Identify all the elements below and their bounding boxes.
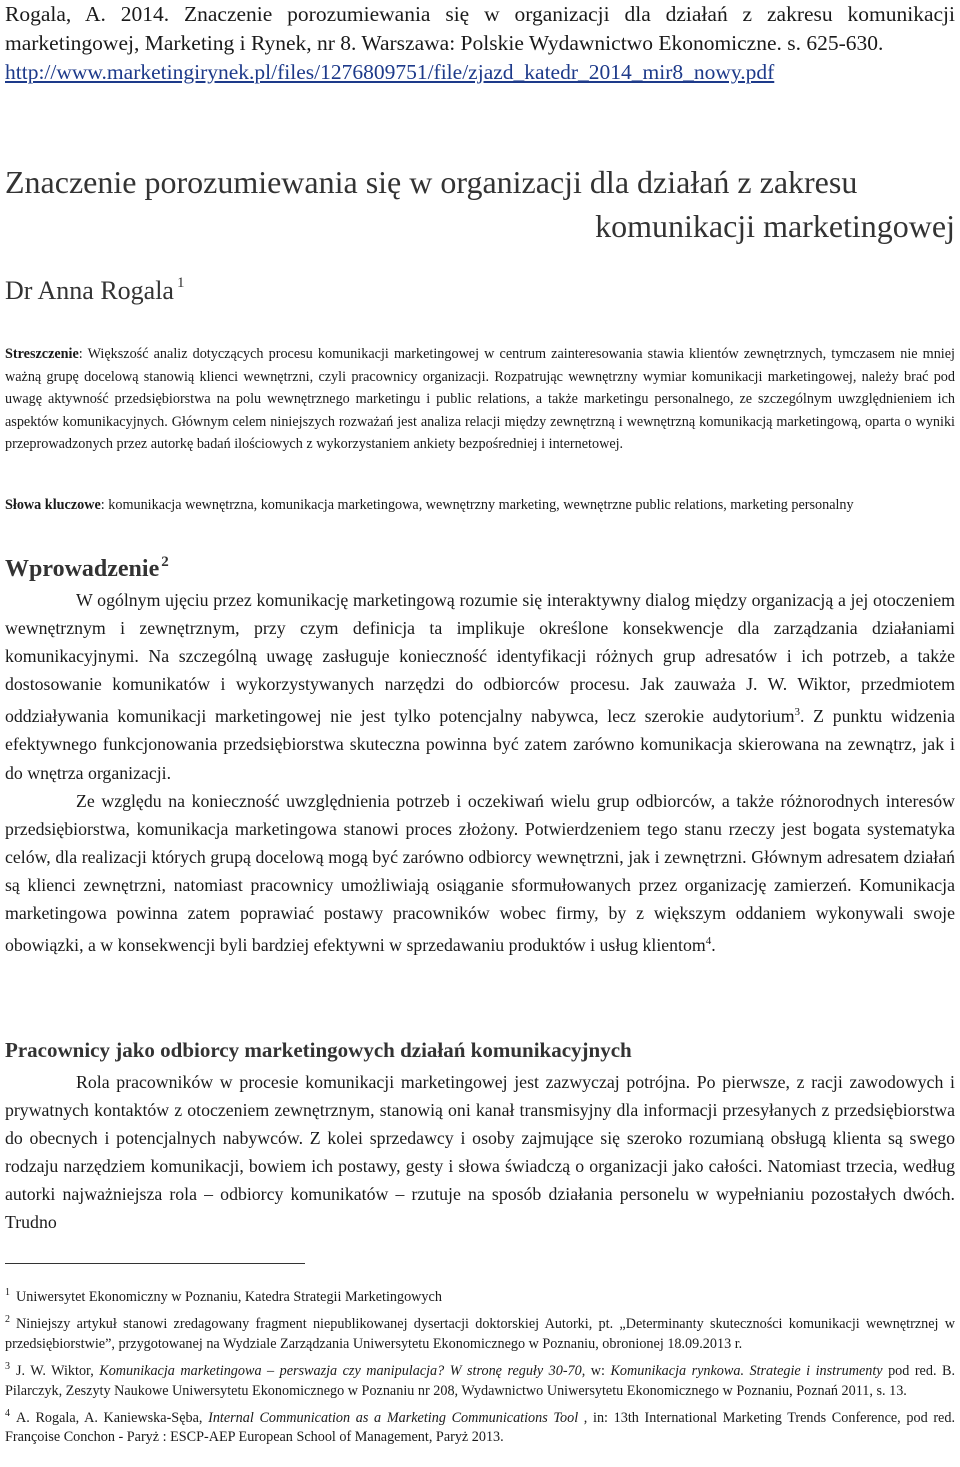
footnote-title: Internal Communication as a Marketing Communications Tool	[208, 1410, 579, 1427]
section-heading-employees: Pracownicy jako odbiorcy marketingowych działań komunikacyjnych	[5, 1038, 632, 1062]
source-url-link[interactable]: http://www.marketingirynek.pl/files/1276809751/file/zjazd_katedr_2014_mir8_nowy.pdf	[5, 60, 775, 84]
footnote-separator	[5, 1263, 305, 1264]
author-footnote-ref[interactable]: 1	[176, 275, 185, 291]
footnote-number: 1	[5, 1287, 10, 1298]
keywords	[5, 494, 955, 517]
footnote-2	[5, 1310, 955, 1354]
footnote-number: 2	[5, 1314, 10, 1326]
footnote-title: Komunikacja marketingowa – perswazja czy manipulacja? W stronę reguły 30-70	[99, 1363, 582, 1380]
abstract-label: Streszczenie	[5, 346, 79, 362]
footnote-text: J. W. Wiktor,	[16, 1363, 100, 1380]
paragraph: Rola pracowników w procesie komunikacji marketingowej jest zazwyczaj potrójna. Po pierwsze, z racji zawodowych i prywatnych kontaktów z otoczeniem zewnętrznym, stanowią oni kanał transmisyjny dla informacji przesyłanych z przedsiębiorstwa do obecnych i potencjalnych nabywców. Z kolei sprzedawcy i osoby zajmujące się szeroko rozumianą obsługą klienta są swego rodzaju narzędziem komunikacji, bowiem ich postawy, gesty i słowa świadczą o organizacji jako całości. Natomiast trzecia, według autorki najważniejsza rola – odbiorcy komunikatów – rzutuje na sposób działania personelu w wypełnianiu pozostałych dwóch. Trudno	[5, 1072, 955, 1233]
paragraph-text: . Z punktu widzenia efektywnego funkcjonowania przedsiębiorstwa skuteczna powinna być zatem zarówno komunikacja skierowana na zewnątrz, jak i do wnętrza organizacji.	[5, 706, 955, 783]
employees-section-body	[5, 1068, 955, 1237]
section-heading-text: Wprowadzenie	[5, 556, 160, 582]
footnotes	[5, 1283, 955, 1451]
title-line-1: Znaczenie porozumiewania się w organizacji dla działań z zakresu	[5, 164, 858, 200]
paragraph	[5, 787, 955, 960]
footnote-book-title: Komunikacja rynkowa. Strategie i instrumenty	[610, 1363, 883, 1380]
footnote-text: , w:	[581, 1363, 611, 1380]
author	[5, 275, 184, 306]
abstract-text: : Większość analiz dotyczących procesu komunikacji marketingowej w centrum zainteresowania stawia klientów zewnętrznych, tymczasem nie mniej ważną grupę docelową stanowią klienci wewnętrzni, czyli pracownicy organizacji. Rozpatrując wewnętrzny wymiar komunikacji marketingowej, należy brać pod uwagę aktywność przedsiębiorstwa na polu wewnętrznego marketingu i public relations, a także marketingu personalnego, ze szczególnym uwzględnieniem ich aspektów komunikacyjnych. Głównym celem niniejszych rozważań jest analiza relacji między zewnętrzną i wewnętrzną komunikacją marketingową, oparta o wyniki przeprowadzonych przez autorkę badań ilościowych z wykorzystaniem ankiety bezpośredniej i internetowej.	[5, 346, 955, 453]
introduction-body	[5, 586, 955, 959]
paragraph-text: W ogólnym ujęciu przez komunikację marketingową rozumie się interaktywny dialog między organizacją a jej otoczeniem wewnętrznym i zewnętrznym, przy czym definicja ta implikuje określone konsekwencje dla zarządzania działaniami komunikacyjnymi. Na szczególną uwagę zasługuje konieczność identyfikacji różnych grup adresatów i ich potrzeb, a także dostosowanie komunikatów i wykorzystywanych narzędzi do odbiorców procesu. Jak zauważa J. W. Wiktor, przedmiotem oddziaływania komunikacji marketingowej nie jest tylko potencjalny nabywca, lecz szerokie audytorium	[5, 590, 955, 727]
footnote-number: 4	[5, 1408, 10, 1420]
footnote-3	[5, 1357, 955, 1401]
footnote-number: 3	[5, 1361, 10, 1373]
footnote-ref[interactable]: 3	[794, 706, 801, 719]
citation-text: Rogala, A. 2014. Znaczenie porozumiewania się w organizacji dla działań z zakresu komunikacji marketingowej, Marketing i Rynek, nr 8. Warszawa: Polskie Wydawnictwo Ekonomiczne. s. 625-630.	[5, 2, 955, 55]
footnote-text: Niniejszy artykuł stanowi zredagowany fragment niepublikowanej dysertacji doktorskiej Autorki, pt. „Determinanty skuteczności komunikacji wewnętrznej w przedsiębiorstwie”, przygotowanej na Wydziale Zarządzania Uniwersytetu Ekonomicznego w Poznaniu, obronionej 18.09.2013 r.	[5, 1316, 955, 1352]
title-line-2: komunikacji marketingowej	[595, 208, 955, 244]
citation	[5, 0, 955, 87]
footnote-text: A. Rogala, A. Kaniewska-Sęba,	[16, 1410, 209, 1427]
section-heading-introduction	[5, 554, 169, 583]
keywords-text: : komunikacja wewnętrzna, komunikacja marketingowa, wewnętrzny marketing, wewnętrzne public relations, marketing personalny	[100, 497, 854, 513]
footnote-text: Uniwersytet Ekonomiczny w Poznaniu, Katedra Strategii Marketingowych	[16, 1289, 442, 1305]
paragraph	[5, 586, 955, 787]
section-footnote-ref[interactable]: 2	[161, 554, 169, 570]
paragraph-text: .	[711, 935, 716, 956]
footnote-text: , in: 13th International Marketing Trends Conference, pod red. Françoise Conchon - Paryż : ESCP-AEP European School of Management, Paryż 2013.	[5, 1410, 955, 1446]
footnote-text: pod red. B. Pilarczyk, Zeszyty Naukowe Uniwersytetu Ekonomicznego w Poznaniu nr 208, Wydawnictwo Uniwersytetu Ekonomicznego w Poznaniu, Poznań 2011, s. 13.	[5, 1363, 955, 1399]
footnote-4	[5, 1404, 955, 1448]
footnote-ref[interactable]: 4	[705, 935, 712, 948]
paragraph-text: Ze względu na konieczność uwzględnienia potrzeb i oczekiwań wielu grup odbiorców, a także różnorodnych interesów przedsiębiorstwa, komunikacja marketingowa stanowi proces złożony. Potwierdzeniem tego stanu rzeczy jest bogata systematyka celów, dla realizacji których grupą docelową mogą być zarówno odbiorcy wewnętrzni, jak i zewnętrzni. Głównym adresatem działań są klienci zewnętrzni, natomiast pracownicy umożliwiają osiąganie sformułowanych przez organizację zamierzeń. Komunikacja marketingowa powinna zatem poprawiać postawy pracowników wobec firmy, by z większym oddaniem wykonywali swoje obowiązki, a w konsekwencji byli bardziej efektywni w sprzedawaniu produktów i usług klientom	[5, 790, 955, 956]
abstract	[5, 343, 955, 456]
author-name: Dr Anna Rogala	[5, 276, 174, 305]
footnote-1	[5, 1283, 955, 1307]
article-title	[5, 160, 955, 248]
keywords-label: Słowa kluczowe	[5, 497, 101, 513]
